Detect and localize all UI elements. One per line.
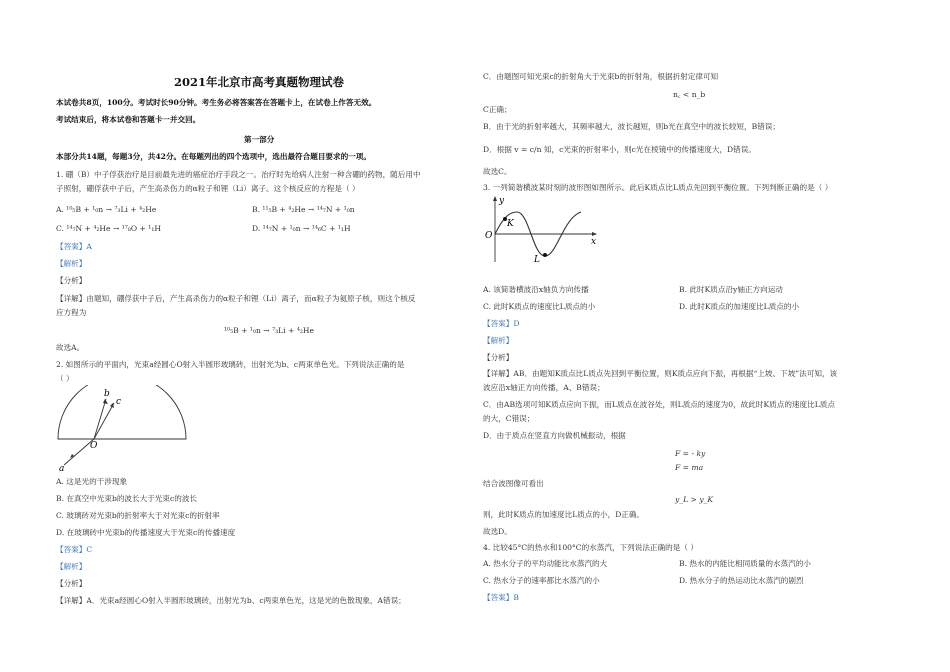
glass-semicircle [58,385,186,439]
point-l [543,253,547,257]
part-heading: 第一部分 [244,135,275,144]
q2-option-a: A. 这是光的干涉现象 [56,477,128,486]
q3-conclusion: 故选D。 [483,527,512,536]
q3-fenxi-label: 【分析】 [483,353,514,362]
q4-option-a: A. 热水分子的平均动能比水蒸汽的大 [483,559,608,568]
q3-stem: 3. 一列简谐横波某时刻的波形图如图所示。此后K质点比L质点先回到平衡位置。下列判断正确的是（ ） [483,183,833,192]
q1-option-a: A. ¹⁰₅B + ¹₀n → ⁷₃Li + ⁴₂He [56,205,157,214]
intro-line-2: 考试结束后，将本试卷和答题卡一并交回。 [56,115,201,124]
q1-detail-line-2: 应方程为 [56,308,87,317]
q1-analysis-label: 【解析】 [56,259,87,268]
q2-c-equation: n꜀ < n_b [673,90,706,99]
q3-option-d: D. 此时K质点的加速度比L质点的小 [679,302,800,311]
q2-b-line: B．由于光的折射率越大，其频率越大，波长越短，则b光在真空中的波长较短，B错误； [483,122,780,131]
label-origin: O [485,231,493,241]
q2-option-d: D. 在玻璃砖中光束b的传播速度大于光束c的传播速度 [56,528,236,537]
q4-option-d: D. 热水分子的热运动比水蒸汽的剧烈 [679,576,804,585]
q3-equation-3: y_L > y_K [675,495,714,504]
q4-option-c: C. 热水分子的速率都比水蒸汽的小 [483,576,600,585]
q3-analysis-label: 【解析】 [483,336,514,345]
q3-detail-line-1: 【详解】AB．由题知K质点比L质点先回到平衡位置，则K质点应向下振，再根据“上坡、下坡”法可知，该 [483,369,838,378]
q2-conclusion: 故选C。 [483,167,512,176]
q2-semicircle-figure [56,385,196,473]
q3-detail-line-2: 波应沿x轴正方向传播，A、B错误； [483,383,605,392]
label-a: a [59,464,65,473]
q2-c-correct: C正确； [483,105,512,114]
q1-option-c: C. ¹⁴₇N + ⁴₂He → ¹⁷₈O + ¹₁H [56,224,161,233]
q1-equation: ¹⁰₅B + ¹₀n → ⁷₃Li + ⁴₂He [224,326,315,335]
q3-then-line: 则，此时K质点的加速度比L质点的小，D正确。 [483,510,645,519]
page-title: 2021年北京市高考真题物理试卷 [174,75,345,89]
q3-equation-2: F = ma [675,463,704,472]
q3-d-line: D．由于质点在竖直方向做机械振动，根据 [483,431,626,440]
q2-c-line: C．由题图可知光束c的折射角大于光束b的折射角，根据折射定律可知 [483,72,719,81]
label-y: y [499,196,505,206]
q2-detail: 【详解】A．光束a经圆心O射入半圆形玻璃砖，出射光为b、c两束单色光，这是光的色散现象，A错误； [56,596,406,605]
q3-c-line-2: 的大，C错误； [483,414,535,423]
q3-option-c: C. 此时K质点的速度比L质点的小 [483,302,596,311]
q1-stem-line-2: 子照射，硼俘获中子后，产生高杀伤力的α粒子和锂（Li）离子。这个核反应的方程是（ ） [56,184,360,193]
q4-option-b: B. 热水的内能比相同质量的水蒸汽的小 [679,559,811,568]
q1-conclusion: 故选A。 [56,343,85,352]
q2-d-line: D．根据 v = c/n 知，c光束的折射率小，则c光在棱镜中的传播速度大，D错误。 [483,145,756,154]
q2-option-b: B. 在真空中光束b的波长大于光束c的波长 [56,494,198,503]
q3-combine-line: 结合波图像可看出 [483,479,544,488]
q3-equation-1: F = - ky [675,449,706,458]
q4-stem: 4. 比较45°C的热水和100°C的水蒸汽，下列说法正确的是（ ） [483,543,698,552]
part-description: 本部分共14题，每题3分，共42分。在每题列出的四个选项中，选出最符合题目要求的一项。 [56,152,371,161]
label-o: O [90,441,98,451]
q3-option-a: A. 该简谐横波沿x轴负方向传播 [483,285,589,294]
q3-c-line-1: C．由AB选项可知K质点应向下振，而L质点在波谷处，则L质点的速度为0，故此时K质点的速度比L质点 [483,400,835,409]
q3-answer: 【答案】D [483,319,520,328]
x-axis-arrow [592,232,597,236]
y-axis-arrow [493,196,497,201]
ray-b [94,399,106,439]
q2-answer: 【答案】C [56,545,93,554]
q3-option-b: B. 此时K质点沿y轴正方向运动 [679,285,783,294]
q1-stem-line-1: 1. 硼（B）中子俘获治疗是目前最先进的癌症治疗手段之一。治疗时先给病人注射一种含硼的药物，随后用中 [56,170,421,179]
q2-option-c: C. 玻璃砖对光束b的折射率大于对光束c的折射率 [56,511,220,520]
label-c: c [116,397,122,407]
q2-fenxi-label: 【分析】 [56,579,87,588]
label-b: b [104,389,110,399]
q2-analysis-label: 【解析】 [56,562,87,571]
q1-option-d: D. ¹⁴₇N + ¹₀n → ¹⁴₆C + ¹₁H [252,224,351,233]
ray-c [94,403,114,439]
q1-option-b: B. ¹¹₅B + ⁴₂He → ¹⁴₇N + ¹₀n [252,205,355,214]
label-x: x [591,237,597,247]
q1-detail-line-1: 【详解】由题知，硼俘获中子后，产生高杀伤力的α粒子和锂（Li）离子，而α粒子为氦原子核，则这个核反 [56,294,416,303]
q3-wave-figure [483,194,603,264]
q2-stem-line-2: （ ） [56,374,74,383]
q1-fenxi-label: 【分析】 [56,276,87,285]
label-k: K [507,219,514,229]
q1-answer: 【答案】A [56,242,92,251]
intro-line-1: 本试卷共8页，100分。考试时长90分钟。考生务必将答案答在答题卡上，在试卷上作答无效。 [56,98,377,107]
q2-stem-line-1: 2. 如图所示的平面内，光束a经圆心O射入半圆形玻璃砖，出射光为b、c两束单色光。下列说法正确的是 [56,360,405,369]
label-l: L [534,255,540,264]
q4-answer: 【答案】B [483,593,519,602]
